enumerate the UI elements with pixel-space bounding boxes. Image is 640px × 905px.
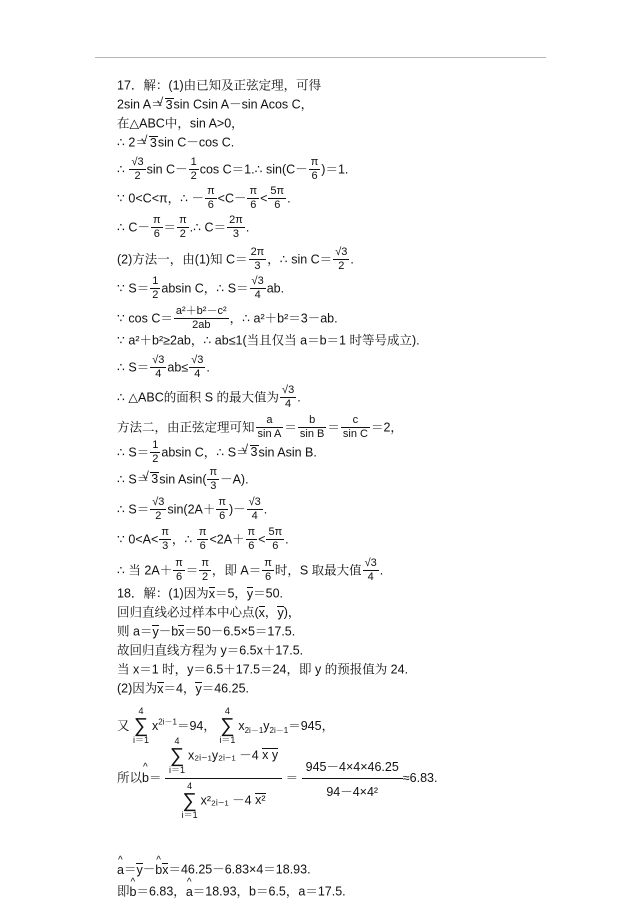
fraction: $\frac{a}{\text{sin A}}$	[257, 414, 282, 440]
fraction: $\frac{2\pi}{3}$	[229, 214, 243, 240]
fraction: $\frac{1}{2}$	[152, 439, 159, 465]
line-text: .∴ C＝	[189, 220, 227, 235]
y-bar: y	[195, 681, 202, 696]
fraction: $\frac{c}{\text{sin C}}$	[342, 414, 368, 440]
line-text: ，即 A＝	[211, 563, 262, 578]
line-text: －A)	[220, 472, 246, 487]
fraction: $\frac{√3}{4}$	[248, 496, 261, 522]
line-text: ＝2，	[370, 420, 403, 435]
x-bar: x	[162, 862, 169, 877]
line-text: ∴	[117, 162, 125, 177]
line-text: ＝46.25－6.83×4＝18.93.	[168, 862, 311, 877]
line-text: ∵ 0<A<	[117, 532, 159, 547]
header-rule	[95, 57, 546, 58]
line-text: .	[287, 191, 291, 206]
fraction: $\frac{5\pi}{6}$	[270, 185, 285, 211]
line-text: .	[206, 360, 210, 375]
line-text: ＝6.83，	[136, 884, 186, 899]
fraction: $\frac{√3}{4}$	[282, 384, 295, 410]
fraction: 4 ∑ i＝1x₂ᵢ₋₁y₂ᵢ₋₁ －4 x y 4 ∑ i＝1x²₂ᵢ₋₁ －4 x²	[165, 737, 282, 820]
line-text: <C－	[217, 191, 247, 206]
line-text: .	[285, 532, 289, 547]
line-text: 时，S 取最大值	[274, 563, 362, 578]
line-text: ∴ C－	[117, 220, 150, 235]
fraction: $\frac{√3}{4}$	[191, 354, 204, 380]
line-text: ＝50.	[253, 586, 284, 601]
line-text: ，∴	[171, 532, 196, 547]
fraction: $\frac{1}{2}$	[190, 156, 197, 182]
line-text: ＝	[123, 862, 137, 877]
b-hat-formula	[117, 737, 437, 820]
y-bar: y	[246, 586, 254, 601]
line-text: ＝	[148, 770, 162, 785]
line-text: .	[379, 563, 384, 578]
text-line	[117, 859, 311, 879]
line-text: ＝46.25.	[201, 681, 249, 696]
line-text: .	[297, 390, 301, 405]
line-text: sin Asin B.	[258, 445, 317, 460]
fraction: $\frac{\pi}{6}$	[207, 185, 215, 211]
line-text: (2A＋	[183, 502, 216, 517]
line-text: absin C，∴ S＝	[161, 281, 249, 296]
line-text: 17．解：(1)由已知及正弦定理，可得	[117, 78, 322, 93]
sqrt: √ 3	[150, 472, 159, 486]
line-text: ≈6.83.	[402, 770, 438, 785]
sqrt: √ 3	[149, 136, 158, 150]
fraction: $\frac{\pi}{6}$	[152, 214, 161, 240]
line-text: .	[350, 252, 354, 267]
line-text: x	[152, 719, 159, 734]
fraction: $\frac{b}{\text{sin B}}$	[299, 414, 325, 440]
text-line	[117, 132, 234, 152]
line-text: .	[245, 472, 249, 487]
line-text: sin C－	[146, 162, 188, 177]
line-text: ＝945，	[288, 719, 335, 734]
line-text: ab.	[266, 281, 285, 296]
fraction: $\frac{\pi}{6}$	[198, 526, 207, 552]
line-text: ∴ 当 2A＋	[117, 563, 173, 578]
text-line	[117, 246, 354, 272]
fraction: $\frac{1}{2}$	[152, 275, 159, 301]
b-hat: b ^	[142, 771, 149, 785]
fraction: $\frac{\pi}{6}$	[264, 557, 272, 583]
line-text: 回归直线必过样本中心点(	[117, 605, 259, 620]
text-line	[117, 640, 303, 660]
fraction: $\frac{\text{a²＋b²－c²}}{2ab}$	[175, 305, 227, 331]
fraction: $\frac{\pi}{2}$	[201, 557, 209, 583]
fraction: $\frac{\pi}{6}$	[249, 185, 258, 211]
line-text: ＝94，	[176, 719, 216, 734]
line-text: －	[142, 862, 156, 877]
text-line	[117, 156, 349, 182]
fraction: $\frac{945-4\times 4\times 46.25}{\text{94－4×4²}}$	[302, 757, 403, 800]
line-text: ＝4，	[163, 681, 196, 696]
line-text: ∴ 2＝	[117, 135, 148, 150]
line-text: ∴ S＝	[117, 360, 150, 375]
line-text: ＝	[185, 563, 199, 578]
line-text: 当 x＝1 时，y＝6.5＋17.5＝24，即 y 的预报值为 24.	[117, 662, 409, 677]
fraction: $\frac{√3}{2}$	[131, 156, 144, 182]
line-text: x	[238, 719, 245, 734]
x-bar: x	[258, 605, 265, 620]
fraction: $\frac{√3}{4}$	[364, 557, 377, 583]
line-text: .	[263, 502, 268, 517]
fraction: $\frac{√3}{4}$	[251, 275, 264, 301]
line-text: ∴ △ABC的面积 S 的最大值为	[117, 390, 280, 405]
subscript: 2i－1	[269, 725, 289, 735]
line-text: (C－	[282, 162, 308, 177]
line-text: 在△ABC中，sin A>0，	[117, 116, 244, 131]
y-bar: y	[152, 624, 159, 639]
line-text: 即	[117, 884, 130, 899]
line-text: .	[245, 220, 250, 235]
line-text: 18．解：(1)因为	[117, 586, 209, 601]
fraction: $\frac{\pi}{6}$	[175, 557, 183, 583]
b-hat: b ^	[155, 860, 162, 880]
line-text: ∵ 0<C<π，∴ －	[117, 191, 205, 206]
a-hat: a ^	[117, 860, 124, 880]
line-text: ＝	[285, 770, 299, 785]
fraction: $\frac{\pi}{6}$	[247, 526, 256, 552]
fraction: $\frac{√3}{4}$	[152, 354, 165, 380]
fraction: $\frac{\pi}{6}$	[310, 156, 319, 182]
text-line	[117, 94, 313, 114]
text-line	[117, 621, 295, 641]
text-line	[117, 305, 338, 331]
line-text: 又	[117, 719, 130, 734]
a-hat: a ^	[186, 882, 193, 902]
text-line	[117, 414, 403, 440]
x-bar: x	[157, 681, 164, 696]
text-line	[117, 75, 321, 95]
line-text: ＝	[284, 420, 297, 435]
line-text: 故回归直线方程为 y＝6.5x＋17.5.	[117, 643, 304, 658]
subscript: 2i－1	[158, 717, 177, 727]
text-line	[117, 466, 249, 492]
sum-symbol: 4 ∑ i＝1	[219, 706, 236, 746]
line-text: )，	[283, 605, 301, 620]
line-text: y	[263, 719, 270, 734]
y-bar: y	[136, 862, 143, 877]
line-text: 所以	[117, 770, 143, 785]
fraction: $\frac{\pi}{3}$	[209, 466, 218, 492]
y-bar: y	[277, 605, 284, 620]
line-text: 则 a＝	[117, 624, 153, 639]
text-line	[117, 214, 250, 240]
fraction: $\frac{\pi}{2}$	[179, 214, 187, 240]
line-text: ＝	[163, 220, 177, 235]
line-text: )＝1.	[321, 162, 349, 177]
line-text: absin C，∴ S＝	[161, 445, 249, 460]
line-text: <	[258, 532, 266, 547]
fraction: $\frac{\pi}{6}$	[218, 496, 226, 522]
line-text: (2)方法一，由(1)知 C＝	[117, 252, 248, 267]
line-text: sin Asin	[159, 472, 203, 487]
sum-symbol: 4 ∑ i＝1	[133, 706, 150, 746]
line-text: ，∴ a²＋b²＝3－ab.	[229, 311, 338, 326]
text-line	[117, 275, 285, 301]
text-line	[117, 496, 268, 522]
fraction: $\frac{\pi}{3}$	[161, 526, 169, 552]
line-text: (2)因为	[117, 681, 158, 696]
text-line	[117, 384, 301, 410]
sqrt: √ 3	[250, 445, 259, 459]
line-text: (	[202, 472, 207, 487]
line-text: ∴ S＝	[117, 445, 150, 460]
text-line	[117, 706, 335, 746]
sqrt: √ 3	[165, 98, 174, 112]
line-text: <	[260, 191, 268, 206]
text-line	[117, 354, 210, 380]
fraction: $\frac{√3}{2}$	[152, 496, 165, 522]
text-line	[117, 602, 300, 622]
line-text: ＝5，	[214, 586, 247, 601]
line-text: ∵ S＝	[117, 281, 150, 296]
line-text: ，∴ sin C＝	[267, 252, 333, 267]
subscript: 2i－1	[244, 725, 264, 735]
text-line	[117, 526, 289, 552]
text-line	[117, 330, 420, 350]
fraction: $\frac{5\pi}{6}$	[268, 526, 283, 552]
line-text: ∵ cos C＝	[117, 311, 173, 326]
line-text: )－	[228, 502, 246, 517]
line-text: sin C－cos C.	[157, 135, 235, 150]
fraction: $\frac{2\pi}{3}$	[250, 246, 265, 272]
line-text: ＝18.93，b＝6.5，a＝17.5.	[192, 884, 346, 899]
line-text: <2A＋	[209, 532, 245, 547]
text-line	[117, 557, 384, 583]
fraction: $\frac{√3}{2}$	[335, 246, 348, 272]
line-text: sin Csin A－sin Acos C，	[173, 97, 314, 112]
line-text: ＝50－6.5×5＝17.5.	[184, 624, 296, 639]
x-bar: x	[178, 624, 185, 639]
line-text: sin	[167, 502, 184, 517]
text-line	[117, 583, 283, 603]
text-line	[117, 439, 317, 465]
line-text: ∵ a²＋b²≥2ab，∴ ab≤1(当且仅当 a＝b＝1 时等号成立).	[117, 333, 420, 348]
line-text: 2sin A＝	[117, 97, 164, 112]
line-text: cos C＝1.∴ sin	[199, 162, 282, 177]
text-line	[117, 881, 346, 901]
line-text: ab≤	[167, 360, 189, 375]
text-line	[117, 113, 244, 133]
line-text: ＝	[327, 420, 340, 435]
line-text: ，	[264, 605, 278, 620]
line-text: －b	[158, 624, 179, 639]
line-text: ∴ S＝	[117, 472, 150, 487]
b-hat: b ^	[130, 882, 137, 902]
text-line	[117, 678, 249, 698]
text-line	[117, 659, 408, 679]
x-bar: x	[208, 586, 215, 601]
text-line	[117, 185, 291, 211]
line-text: 方法二，由正弦定理可知	[117, 420, 255, 435]
line-text: ∴ S＝	[117, 502, 150, 517]
